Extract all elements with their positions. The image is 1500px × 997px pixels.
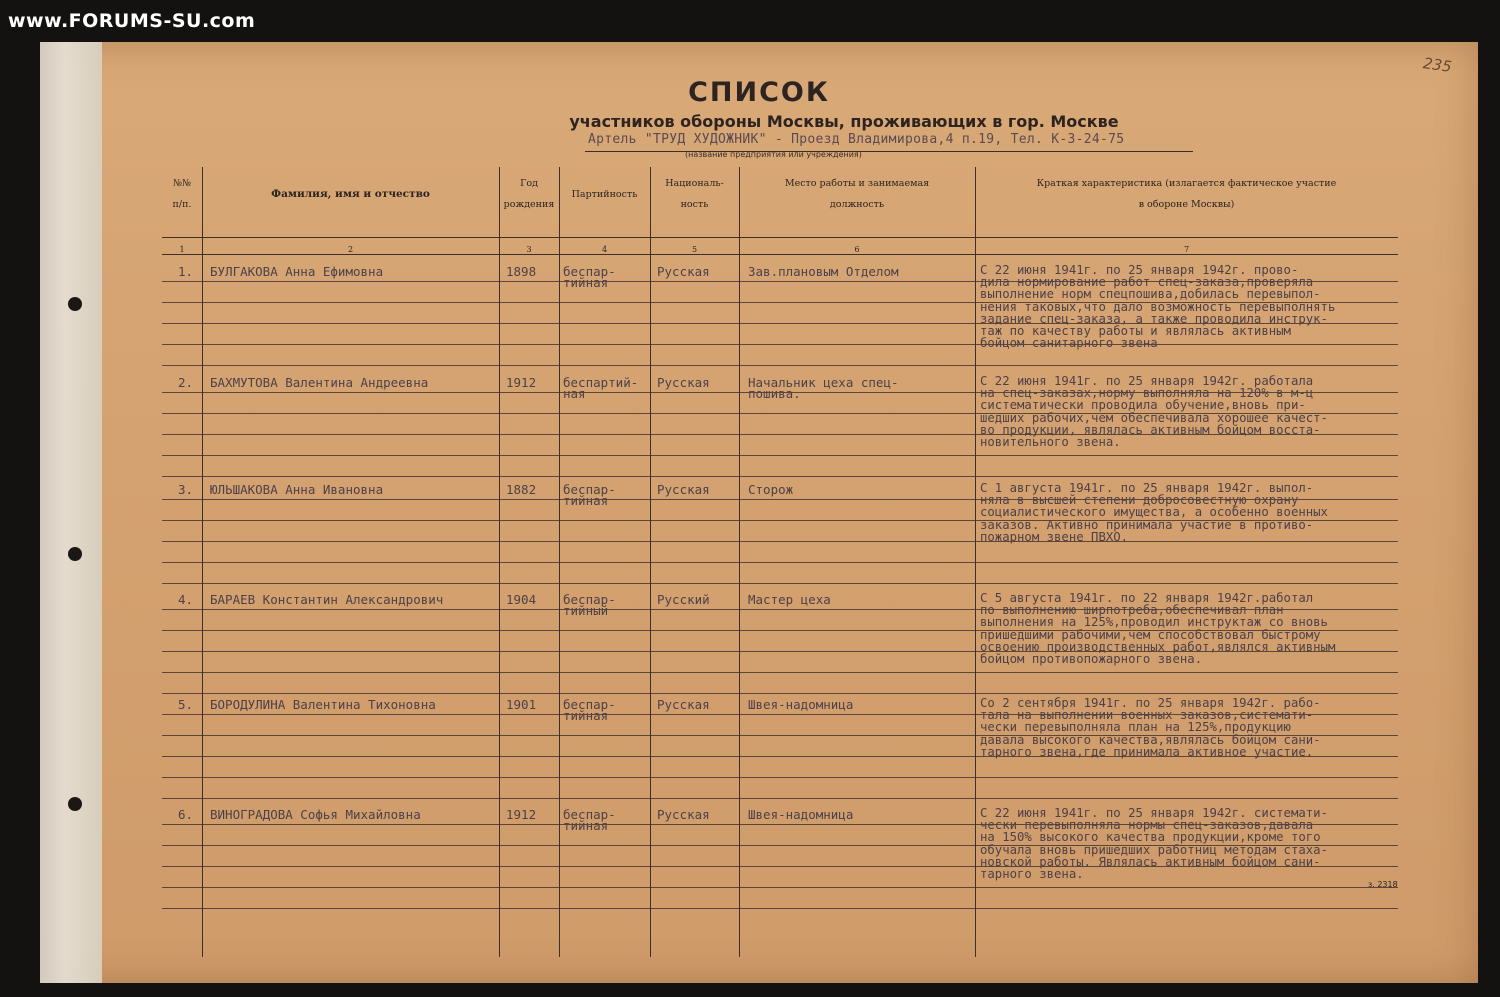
row-party: беспар- (563, 264, 616, 279)
ruled-line (162, 887, 1398, 888)
row-party: тийный (563, 603, 609, 618)
description-line: на 150% высокого качества продукции,кроме того (980, 830, 1321, 845)
row-workplace: Швея-надомница (748, 807, 854, 822)
row-description (980, 264, 1398, 349)
row-description (980, 482, 1398, 543)
row-birth-year: 1898 (506, 264, 537, 279)
row-number: 3. (178, 482, 194, 497)
ruled-line (162, 798, 1398, 799)
organization-note: (название предприятия или учреждения) (685, 150, 862, 159)
ruled-line (162, 777, 1398, 778)
description-line: тарного звена,где принимала активное участие. (980, 744, 1314, 759)
row-number: 4. (178, 592, 194, 607)
row-description (980, 697, 1398, 758)
ruled-line (162, 693, 1398, 694)
description-line: выполнение норм спецпошива,добилась перевыпол- (980, 287, 1321, 302)
row-description (980, 592, 1398, 665)
column-number-label: 6 (854, 245, 860, 254)
row-description (980, 375, 1398, 448)
row-full-name: БАХМУТОВА Валентина Андреевна (210, 375, 429, 390)
description-line: С 1 августа 1941г. по 25 января 1942г. выпол- (980, 481, 1314, 495)
description-line: няла в высшей степени добросовестную охрану (980, 493, 1299, 508)
description-line: нения таковых,что дало возможность перевыполнять (980, 299, 1336, 314)
row-number: 6. (178, 807, 194, 822)
column-number-label: 1 (179, 245, 185, 254)
description-line: тала на выполнении военных заказов,системати- (980, 708, 1314, 723)
header-workplace: Место работы и занимаемая должность (784, 178, 930, 210)
description-line: заказов. Активно принимала участие в противо- (980, 517, 1314, 532)
row-workplace: Начальник цеха спец- (748, 375, 899, 390)
description-line: во продукции, являлась активным бойцом восста- (980, 422, 1321, 437)
row-nationality: Русская (657, 482, 710, 497)
description-line: новительного звена. (980, 435, 1121, 450)
binding-strip (40, 42, 102, 983)
header-name: Фамилия, имя и отчество (271, 188, 430, 200)
row-full-name: ЮЛЬШАКОВА Анна Ивановна (210, 482, 384, 497)
page-number: 235 (1421, 54, 1453, 76)
row-birth-year: 1882 (506, 482, 537, 497)
description-line: чески перевыполняла нормы спец-заказов,давала (980, 818, 1314, 833)
row-full-name: БАРАЕВ Константин Александрович (210, 592, 444, 607)
row-description (980, 807, 1398, 880)
row-full-name: ВИНОГРАДОВА Софья Михайловна (210, 807, 421, 822)
row-nationality: Русская (657, 697, 710, 712)
row-party: беспар- (563, 807, 616, 822)
header-number: №№ п/п. (172, 178, 192, 210)
column-number-label: 5 (691, 245, 698, 254)
row-party: беспар- (563, 482, 616, 497)
binding-hole (68, 547, 82, 561)
row-party: ная (563, 386, 586, 401)
ruled-line (162, 562, 1398, 563)
binding-hole (68, 797, 82, 811)
row-workplace: Сторож (748, 482, 794, 497)
description-line: Со 2 сентября 1941г. по 25 января 1942г. рабо- (980, 696, 1321, 710)
description-line: бойцом санитарного звена (980, 336, 1158, 351)
row-birth-year: 1912 (506, 807, 537, 822)
ruled-line (162, 908, 1398, 909)
ruled-line (162, 672, 1398, 673)
row-workplace: пошива. (748, 386, 801, 401)
header-birth-year: Год рождения (503, 178, 555, 210)
row-party: беспартий- (563, 375, 639, 390)
description-line: пришедшими рабочими,чем способствовал быстрому (980, 627, 1321, 642)
description-line: систематически проводила обучение,вновь при- (980, 398, 1306, 413)
row-birth-year: 1912 (506, 375, 537, 390)
row-full-name: БОРОДУЛИНА Валентина Тихоновна (210, 697, 436, 712)
column-number-label: 3 (526, 245, 532, 254)
row-nationality: Русская (657, 264, 710, 279)
document-title: СПИСОК (688, 77, 830, 108)
row-nationality: Русский (657, 592, 710, 607)
description-line: чески перевыполняла план на 125%,продукцию (980, 720, 1291, 735)
row-party: тийная (563, 493, 609, 508)
description-line: на спец-заказах,норму выполняла на 120% в м-ц (980, 386, 1314, 401)
row-birth-year: 1901 (506, 697, 537, 712)
header-nationality: Националь- ность (665, 178, 724, 210)
description-line: пожарном звене ПВХО. (980, 529, 1129, 544)
row-number: 5. (178, 697, 194, 712)
row-party: беспар- (563, 592, 616, 607)
description-line: таж по качеству работы и являлась активным (980, 324, 1291, 339)
description-line: освоению производственных работ,являлся активным (980, 639, 1336, 654)
column-number-label: 2 (347, 245, 354, 254)
description-line: новской работы. Являлась активным бойцом сани- (980, 854, 1321, 869)
binding-hole (68, 297, 82, 311)
ruled-line (162, 583, 1398, 584)
document-sheet (40, 42, 1478, 983)
row-number: 1. (178, 264, 194, 279)
table-header-divider (162, 237, 1398, 238)
ruled-line (162, 365, 1398, 366)
column-number-label: 4 (601, 245, 608, 254)
row-workplace: Мастер цеха (748, 592, 831, 607)
description-line: С 5 августа 1941г. по 22 января 1942г.работал (980, 591, 1314, 605)
description-line: по выполнению ширпотреба,обеспечивал план (980, 603, 1284, 618)
ruled-line (162, 476, 1398, 477)
description-line: С 22 июня 1941г. по 25 января 1942г. прово- (980, 263, 1299, 277)
form-stamp: з. 2318 (1368, 880, 1398, 889)
description-line: социалистического имущества, а особенно военных (980, 505, 1328, 520)
description-line: С 22 июня 1941г. по 25 января 1942г. работала (980, 374, 1314, 388)
description-line: тарного звена. (980, 867, 1084, 882)
column-number-label: 7 (1183, 245, 1190, 254)
row-nationality: Русская (657, 375, 710, 390)
row-full-name: БУЛГАКОВА Анна Ефимовна (210, 264, 384, 279)
table-header-divider (162, 254, 1398, 255)
description-line: выполнения на 125%,проводил инструктаж со вновь (980, 615, 1328, 630)
row-workplace: Зав.плановым Отделом (748, 264, 899, 279)
description-line: шедших рабочих,чем обеспечивала хорошее качест- (980, 410, 1328, 425)
organization-line: Артель "ТРУД ХУДОЖНИК" - Проезд Владимирова,4 п.19, Тел. К-3-24-75 (588, 132, 1125, 147)
watermark: www.FORUMS-SU.com (8, 10, 256, 32)
row-party: беспар- (563, 697, 616, 712)
row-party: тийная (563, 708, 609, 723)
description-line: давала высокого качества,являлась бойцом сани- (980, 732, 1321, 747)
row-number: 2. (178, 375, 194, 390)
description-line: С 22 июня 1941г. по 25 января 1942г. системати- (980, 806, 1328, 820)
row-party: тийная (563, 818, 609, 833)
description-line: задание спец-заказа, а также проводила инструк- (980, 311, 1328, 326)
document-subtitle: участников обороны Москвы, проживающих в гор. Москве (569, 112, 1119, 131)
header-party: Партийность (571, 189, 638, 200)
description-line: бойцом противопожарного звена. (980, 652, 1203, 667)
header-description: Краткая характеристика (излагается фактическое участие в обороне Москвы) (1036, 178, 1337, 210)
row-nationality: Русская (657, 807, 710, 822)
description-line: дила нормирование работ спец-заказа,проверяла (980, 275, 1314, 290)
row-party: тийная (563, 275, 609, 290)
organization-underline (585, 151, 1193, 152)
description-line: обучала вновь пришедших работниц методам стаха- (980, 842, 1328, 857)
row-birth-year: 1904 (506, 592, 537, 607)
ruled-line (162, 455, 1398, 456)
row-workplace: Швея-надомница (748, 697, 854, 712)
